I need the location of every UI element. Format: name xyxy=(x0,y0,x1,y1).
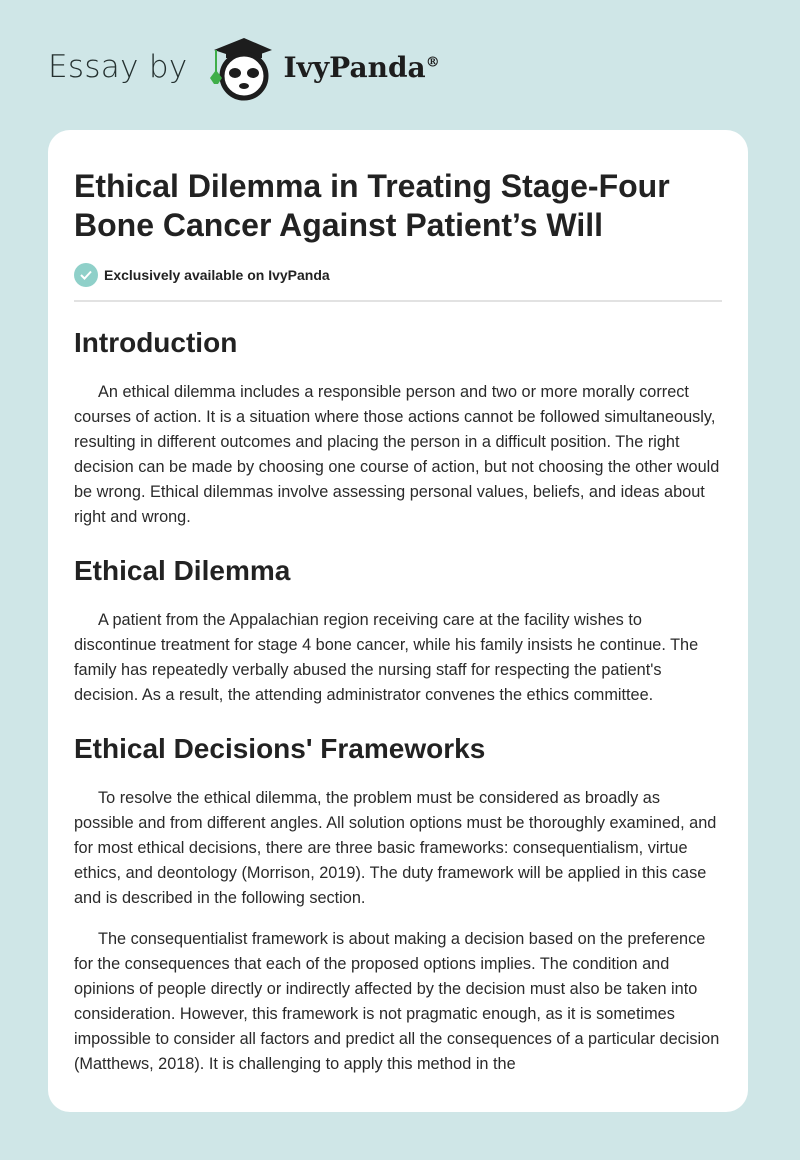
essay-by-label: Essay by xyxy=(48,49,188,85)
brand-name[interactable] xyxy=(284,51,440,84)
check-icon xyxy=(74,263,98,287)
section-heading: Ethical Decisions' Frameworks xyxy=(74,733,486,764)
panda-logo-icon[interactable] xyxy=(206,32,276,102)
exclusive-badge xyxy=(74,263,722,287)
section-heading: Ethical Dilemma xyxy=(74,555,291,586)
paragraph: A patient from the Appalachian region receiving care at the facility wishes to discontinue treatment for stage 4 bone cancer, while his family insists he continue. The family has repeatedly verbally abused the nursing staff for respecting the patient's decision. As a result, the attending administrator convenes the ethics committee. xyxy=(74,611,699,704)
badge-text: Exclusively available on IvyPanda xyxy=(104,267,330,283)
essay-card xyxy=(48,130,748,1112)
site-header xyxy=(48,32,440,102)
registered-mark: ® xyxy=(425,54,440,71)
paragraph: The consequentialist framework is about making a decision based on the preference for the consequences that each of the proposed options implies. The condition and opinions of people directly or indirectly affected by the decision must also be taken into consideration. However, this framework is not pragmatic enough, as it is sometimes impossible to consider all factors and predict all the consequences of a particular decision (Matthews, 2018). It is challenging to apply this method in the xyxy=(74,930,720,1073)
page-title: Ethical Dilemma in Treating Stage-Four Bone Cancer Against Patient’s Will xyxy=(74,168,670,243)
divider xyxy=(74,300,722,302)
paragraph: To resolve the ethical dilemma, the problem must be considered as broadly as possible and from different angles. All solution options must be thoroughly examined, and for most ethical decisions, there are three basic frameworks: consequentialism, virtue ethics, and deontology (Morrison, 2019). The duty framework will be applied in this case and is described in the following section. xyxy=(74,789,717,907)
section-heading: Introduction xyxy=(74,327,238,358)
paragraph: An ethical dilemma includes a responsible person and two or more morally correct courses of action. It is a situation where those actions cannot be followed simultaneously, resulting in different outcomes and placing the person in a difficult position. The right decision can be made by choosing one course of action, but not choosing the other would be wrong. Ethical dilemmas involve assessing personal values, beliefs, and ideas about right and wrong. xyxy=(74,383,720,526)
brand-text: IvyPanda xyxy=(283,50,426,84)
